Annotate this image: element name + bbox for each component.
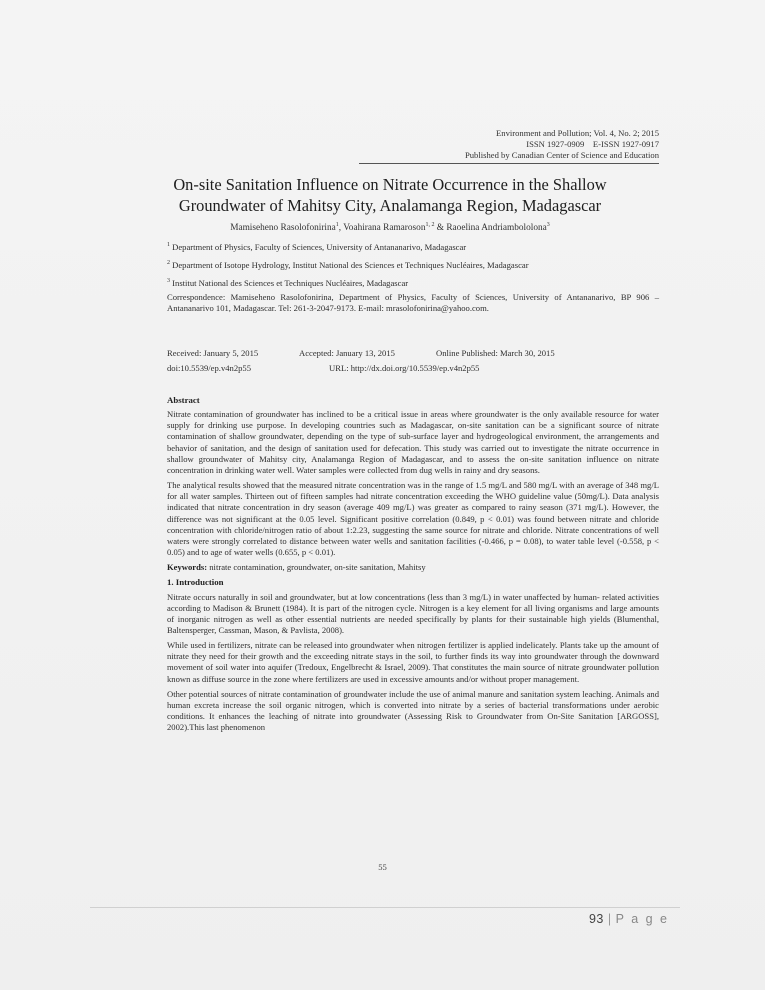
journal-issn: ISSN 1927-0909 E-ISSN 1927-0917 — [526, 139, 659, 149]
affiliation-1 — [167, 240, 659, 253]
received-date: Received: January 5, 2015 — [167, 348, 259, 358]
author-2-affil: 1, 2 — [425, 222, 435, 228]
affiliation-3-text: Institut National des Sciences et Techniques Nucléaires, Madagascar — [172, 277, 409, 288]
footer-page-number: 93 — [588, 912, 604, 926]
abstract-paragraph-1: Nitrate contamination of groundwater has inclined to be a critical issue in areas where groundwater is the only available resource for water supply for drinking use purpose. In developing countries such as Madagascar, on-site sanitation can be a significant source of nitrate contamination of shallow groundwater, depending on the type of sub-surface layer and hydrogeological environment, the arrangements and behavior of sanitation, and the design of sanitation used for defecation. This study was carried out to investigate the nitrate occurrence in shallow groundwater of Mahitsy city, Analamanga Region of Madagascar, and to assess the on-site sanitation influence on nitrate concentration in drinking water well. Water samples were collected from dug wells in rainy and dry seasons. — [167, 409, 659, 475]
author-1: Mamiseheno Rasolofonirina — [230, 223, 336, 234]
page-footer — [589, 912, 669, 926]
header-rule — [359, 163, 659, 164]
footer-rule — [90, 907, 680, 908]
affiliation-3 — [167, 276, 659, 289]
doi-url[interactable]: URL: http://dx.doi.org/10.5539/ep.v4n2p55 — [329, 363, 480, 374]
affiliation-2 — [167, 258, 659, 271]
affiliation-3-number: 3 — [167, 277, 170, 284]
author-list — [150, 222, 630, 233]
intro-paragraph-3: Other potential sources of nitrate contamination of groundwater include the use of animal manure and sanitation system leaching. Animals and human excreta increase the soil organic nitrogen, which is converted into nitrate by a series of bacterial transformations under aerobic conditions. It enhances the leaching of nitrate into groundwater (Assessing Risk to Groundwater from On-Site Sanitation [ARGOSS], 2002).This last phenomenon — [167, 688, 659, 733]
footer-page-label: P a g e — [615, 912, 669, 926]
introduction-heading: 1. Introduction — [167, 577, 224, 588]
intro-paragraph-2: While used in fertilizers, nitrate can be released into groundwater when nitrogen fertilizer is applied indelicately. Plants take up the amount of nitrate they need for their growth and the exceeding nitrate stays in the soil, to further finds its way into groundwater through the downward movement of soil water into aquifer (Tredoux, Engelbrecht & Israel, 2009). That constitutes the main source of nitrate groundwater pollution known as diffuse source in the zone where fertilizers are used in excessive amounts and/or without proper management. — [167, 640, 659, 684]
doi: doi:10.5539/ep.v4n2p55 — [167, 363, 252, 374]
abstract-heading: Abstract — [167, 395, 200, 405]
affiliation-list — [167, 240, 659, 289]
journal-publisher: Published by Canadian Center of Science and Education — [464, 150, 659, 160]
author-1-affil: 1 — [335, 222, 339, 228]
abstract-paragraph-2: The analytical results showed that the measured nitrate concentration was in the range of 1.5 mg/L and 580 mg/L with an average of 348 mg/L for all water samples. Thirteen out of fifteen samples had nitrate concentration exceeding the WHO guideline value (50mg/L). Data analysis indicated that nitrate concentration in dry season (average 409 mg/L) was greater as compared to rainy season (371 mg/L). However, the difference was not significant at the 0.05 level. Significant positive correlation (0.849, p < 0.01) was found between nitrate and chloride concentration with chloride/nitrogen ratio of about 1:2.23, suggesting the same source for nitrate and chloride. Nitrate concentrations of well waters were strongly correlated to distance between water wells and sanitation facilities (-0.466, p = 0.08), to water table level (-0.558, p < 0.05) and to age of water wells (0.655, p < 0.01). — [167, 480, 659, 558]
doi-row — [167, 363, 659, 374]
keywords — [167, 562, 659, 573]
author-2: , Voahirana Ramaroson — [338, 223, 426, 234]
intro-paragraph-1: Nitrate occurs naturally in soil and groundwater, but at low concentrations (less than 3 mg/L) in water unaffected by human- related activities according to Madison & Brunett (1984). It is part of the nitrogen cycle. Nitrogen is a key element for all living organisms and large amounts of inorganic nitrogen as well as other essential nutrients are needed specifically by plants for their sustainable high yields (Blumenthal, Baltensperger, Cassman, Mason, & Pavlista, 2008). — [167, 591, 659, 635]
publication-dates — [167, 348, 659, 374]
keywords-label: Keywords: — [167, 562, 208, 573]
journal-header — [359, 128, 659, 164]
author-3: & Raoelina Andriambololona — [434, 223, 547, 234]
affiliation-1-text: Department of Physics, Faculty of Sciences, University of Antananarivo, Madagascar — [172, 241, 467, 252]
published-date: Online Published: March 30, 2015 — [436, 348, 555, 358]
journal-volume: Environment and Pollution; Vol. 4, No. 2; 2015 — [496, 128, 659, 138]
footer-separator: | — [607, 912, 612, 926]
journal-page-number: 55 — [378, 862, 387, 872]
affiliation-2-number: 2 — [167, 259, 170, 266]
affiliation-2-text: Department of Isotope Hydrology, Institut National des Sciences et Techniques Nucléaires, Madagascar — [172, 259, 529, 270]
abstract-section — [167, 395, 659, 733]
dates-row — [167, 348, 659, 359]
author-3-affil: 3 — [546, 222, 550, 228]
affiliation-1-number: 1 — [167, 242, 170, 248]
accepted-date: Accepted: January 13, 2015 — [299, 348, 395, 358]
paper-title: On-site Sanitation Influence on Nitrate Occurrence in the Shallow Groundwater of Mahitsy City, Analamanga Region, Madagascar — [173, 175, 607, 215]
correspondence: Correspondence: Mamiseheno Rasolofonirina, Department of Physics, Faculty of Sciences, University of Antananarivo, BP 906 –Antananarivo 101, Madagascar. Tel: 261-3-2047-9173. E-mail: mrasolofonirina@yahoo.com. — [167, 292, 659, 314]
keywords-text: nitrate contamination, groundwater, on-site sanitation, Mahitsy — [207, 562, 426, 573]
